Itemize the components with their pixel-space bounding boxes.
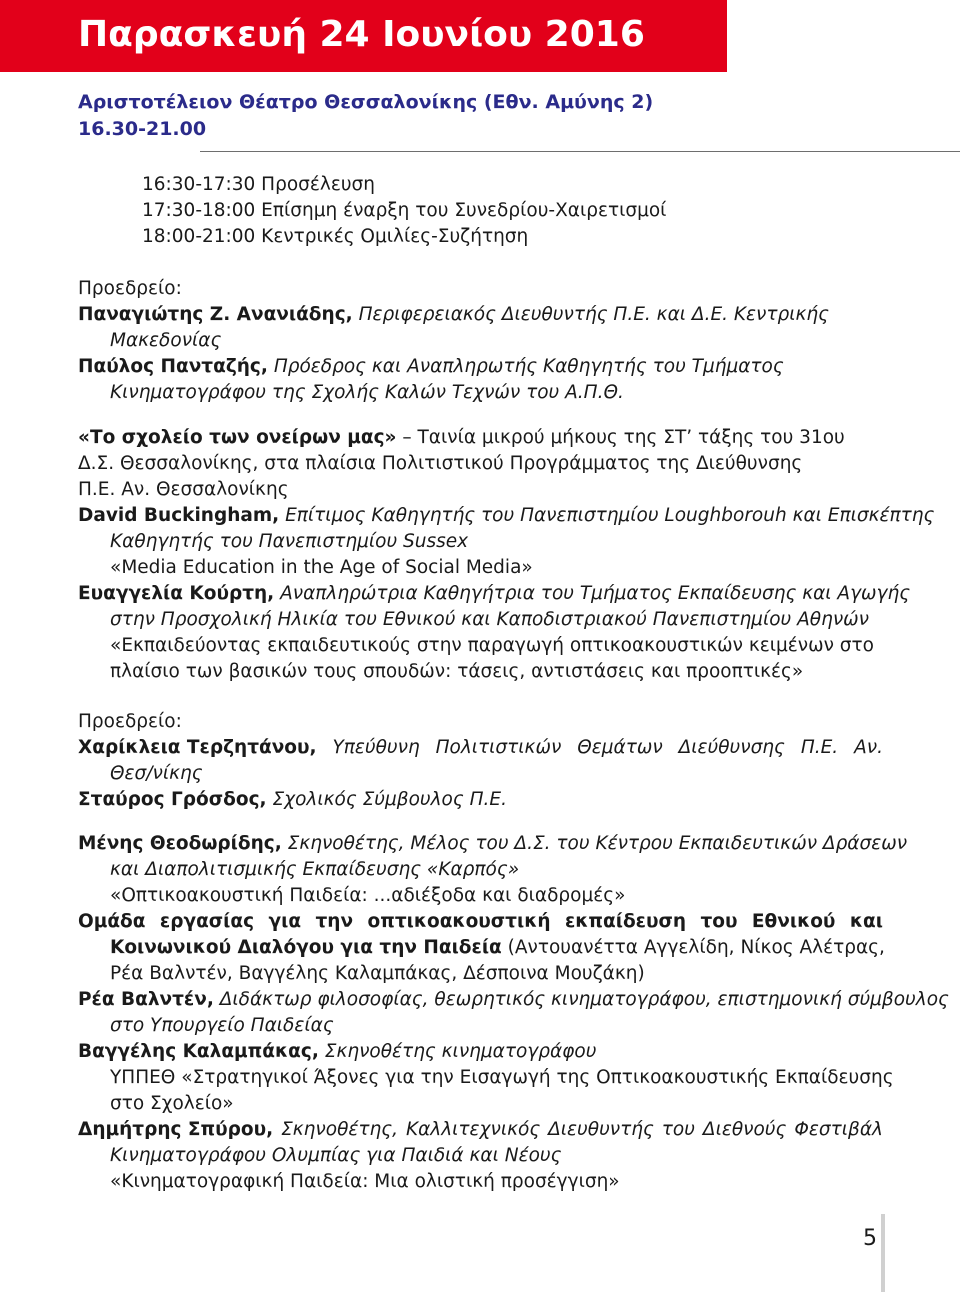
group-word: Εθνικού [751, 911, 836, 932]
speaker-role-word: του [661, 1119, 695, 1140]
speaker-role-word: Φεστιβάλ [794, 1119, 883, 1140]
venue-text: Αριστοτέλειον Θέατρο Θεσσαλονίκης (Εθν. Αμύνης 2) [78, 91, 654, 113]
group-entry [110, 935, 885, 961]
chair-role: Θεσ/νίκης [110, 763, 203, 784]
chair-entry [78, 302, 829, 328]
panel2-label: Προεδρείο: [78, 711, 182, 732]
chair-role: Περιφερειακός Διευθυντής Π.Ε. και Δ.Ε. Κεντρικής [358, 304, 829, 325]
chair-name: Χαρίκλεια Τερζητάνου, [78, 737, 317, 758]
panel1-label: Προεδρείο: [78, 278, 182, 299]
speaker-role: και Διαπολιτισμικής Εκπαίδευσης «Καρπός» [110, 859, 520, 880]
speaker-entry [78, 1117, 883, 1143]
speaker-role: Επίτιμος Καθηγητής του Πανεπιστημίου Loughborouh και Επισκέπτης [285, 505, 935, 526]
chair-role: Κινηματογράφου της Σχολής Καλών Τεχνών του Α.Π.Θ. [110, 382, 624, 403]
speaker-talk: ΥΠΠΕΘ «Στρατηγικοί Άξονες για την Εισαγωγή της Οπτικοακουστικής Εκπαίδευσης [110, 1067, 894, 1088]
speaker-role: στο Υπουργείο Παιδείας [110, 1015, 334, 1036]
group-title [78, 909, 883, 935]
speaker-name: Μένης Θεοδωρίδης, [78, 833, 282, 854]
chair-role-word: Θεμάτων [577, 737, 663, 758]
speaker-name: David Buckingham, [78, 505, 280, 526]
group-members: (Αντουανέττα Αγγελίδη, Νίκος Αλέτρας, [507, 937, 885, 958]
chair-role: Μακεδονίας [110, 330, 222, 351]
chair-entry [78, 787, 507, 813]
speaker-entry [78, 581, 910, 607]
speaker-role: Κινηματογράφου Ολυμπίας για Παιδιά και Νέους [110, 1145, 562, 1166]
schedule-item: 18:00-21:00 Κεντρικές Ομιλίες-Συζήτηση [142, 226, 529, 247]
chair-role-word: Αν. [854, 737, 883, 758]
group-word: για [268, 911, 302, 932]
film-desc: Π.Ε. Αν. Θεσσαλονίκης [78, 479, 289, 500]
chair-name: Παναγιώτης Ζ. Ανανιάδης, [78, 304, 353, 325]
speaker-role: Αναπληρώτρια Καθηγήτρια του Τμήματος Εκπαίδευσης και Αγωγής [280, 583, 911, 604]
film-title: «Το σχολείο των ονείρων μας» [78, 427, 397, 448]
film-desc: Δ.Σ. Θεσσαλονίκης, στα πλαίσια Πολιτιστικού Προγράμματος της Διεύθυνσης [78, 453, 803, 474]
speaker-role-word: Διευθυντής [548, 1119, 654, 1140]
speaker-role-word: Καλλιτεχνικός [405, 1119, 541, 1140]
page-number-bar [881, 1214, 885, 1292]
group-title: Κοινωνικού Διαλόγου για την Παιδεία [110, 937, 502, 958]
group-members: Ρέα Βαλντέν, Βαγγέλης Καλαμπάκας, Δέσποινα Μουζάκη) [110, 963, 645, 984]
chair-role-word: Πολιτιστικών [435, 737, 562, 758]
speaker-name: Ρέα Βαλντέν, [78, 989, 214, 1010]
speaker-name: Βαγγέλης Καλαμπάκας, [78, 1041, 319, 1062]
group-word: Ομάδα [78, 911, 146, 932]
title-banner [0, 0, 727, 72]
venue-time: 16.30-21.00 [78, 118, 207, 140]
speaker-role-word: Διεθνούς [702, 1119, 787, 1140]
speaker-talk: πλαίσιο των βασικών τους σπουδών: τάσεις, αντιστάσεις και προοπτικές» [110, 661, 804, 682]
group-word: εκπαίδευση [564, 911, 687, 932]
speaker-role: Σκηνοθέτης κινηματογράφου [324, 1041, 597, 1062]
speaker-name: Ευαγγελία Κούρτη, [78, 583, 275, 604]
speaker-talk: «Κινηματογραφική Παιδεία: Μια ολιστική προσέγγιση» [110, 1171, 620, 1192]
speaker-role: στην Προσχολική Ηλικία του Εθνικού και Καποδιστριακού Πανεπιστημίου Αθηνών [110, 609, 869, 630]
group-word: του [700, 911, 738, 932]
group-word: εργασίας [159, 911, 255, 932]
header-divider [200, 151, 960, 152]
chair-name: Παύλος Πανταζής, [78, 356, 268, 377]
group-word: και [849, 911, 883, 932]
chair-entry [78, 354, 784, 380]
chair-role-word: Π.Ε. [800, 737, 839, 758]
schedule-item: 16:30-17:30 Προσέλευση [142, 174, 375, 195]
speaker-role-word: Σκηνοθέτης, [281, 1119, 398, 1140]
chair-role-word: Υπεύθυνη [332, 737, 420, 758]
film-entry [78, 425, 845, 451]
speaker-entry [78, 1039, 596, 1065]
speaker-role: Καθηγητής του Πανεπιστημίου Sussex [110, 531, 469, 552]
speaker-talk: «Εκπαιδεύοντας εκπαιδευτικούς στην παραγωγή οπτικοακουστικών κειμένων στο [110, 635, 874, 656]
chair-role: Πρόεδρος και Αναπληρωτής Καθηγητής του Τμήματος [273, 356, 784, 377]
chair-role: Σχολικός Σύμβουλος Π.Ε. [272, 789, 507, 810]
speaker-entry [78, 987, 949, 1013]
page-title: Παρασκευή 24 Ιουνίου 2016 [78, 14, 645, 55]
film-desc: – Ταινία μικρού μήκους της ΣΤ’ τάξης του 31ου [402, 427, 845, 448]
chair-name: Σταύρος Γρόσδος, [78, 789, 267, 810]
speaker-talk: «Οπτικοακουστική Παιδεία: ...αδιέξοδα και διαδρομές» [110, 885, 626, 906]
speaker-role: Σκηνοθέτης, Μέλος του Δ.Σ. του Κέντρου Εκπαιδευτικών Δράσεων [287, 833, 908, 854]
chair-role-word: Διεύθυνσης [678, 737, 785, 758]
group-word: την [315, 911, 354, 932]
schedule-item: 17:30-18:00 Επίσημη έναρξη του Συνεδρίου-Χαιρετισμοί [142, 200, 667, 221]
speaker-talk: στο Σχολείο» [110, 1093, 234, 1114]
speaker-entry [78, 831, 907, 857]
speaker-name: Δημήτρης Σπύρου, [78, 1119, 274, 1140]
speaker-entry [78, 503, 934, 529]
speaker-role: Διδάκτωρ φιλοσοφίας, θεωρητικός κινηματογράφου, επιστημονική σύμβουλος [219, 989, 949, 1010]
page-number: 5 [863, 1226, 877, 1251]
chair-entry [78, 735, 883, 761]
speaker-talk: «Media Education in the Age of Social Media» [110, 557, 533, 578]
group-word: οπτικοακουστική [367, 911, 551, 932]
